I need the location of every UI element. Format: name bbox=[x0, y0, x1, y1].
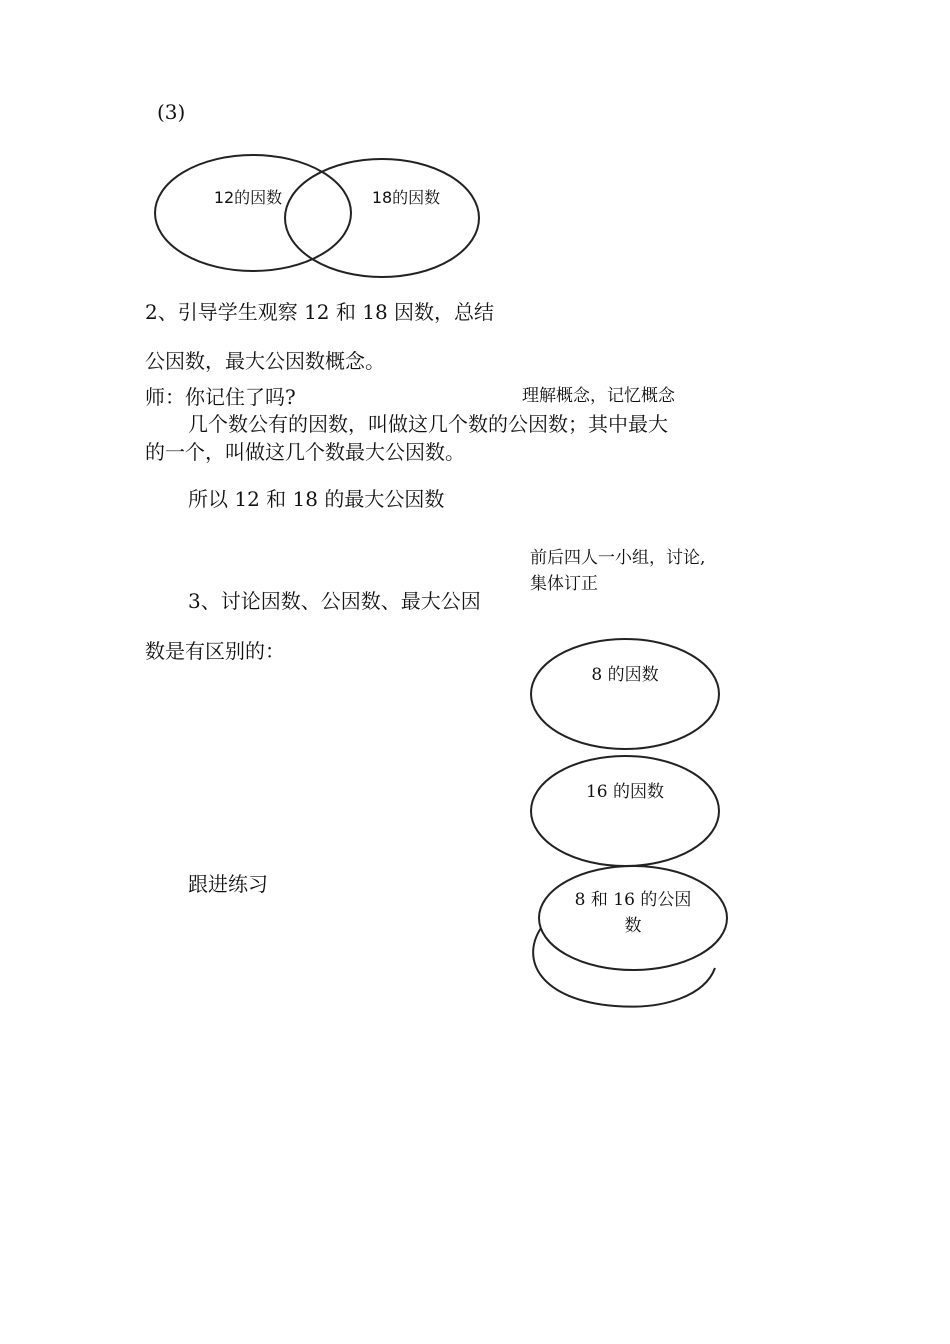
step2-line2: 公因数，最大公因数概念。 bbox=[145, 349, 385, 373]
side-note-group-line1: 前后四人一小组，讨论, bbox=[530, 548, 706, 568]
teacher-prompt: 师：你记住了吗? bbox=[145, 385, 296, 409]
definition-line1: 几个数公有的因数，叫做这几个数的公因数；其中最大 bbox=[188, 412, 668, 436]
venn-left-label: 12的因数 bbox=[213, 188, 283, 207]
step2-line1: 2、引导学生观察 12 和 18 因数，总结 bbox=[145, 300, 495, 324]
common-factors-label-line1: 8 和 16 的公因 bbox=[574, 890, 692, 910]
factors-8-label: 8 的因数 bbox=[591, 665, 659, 685]
step3-line1: 3、讨论因数、公因数、最大公因 bbox=[188, 589, 481, 613]
side-note-group-line2: 集体订正 bbox=[530, 574, 598, 594]
step3-line2: 数是有区别的： bbox=[145, 639, 285, 663]
factor-circles bbox=[531, 639, 727, 1007]
definition-line2: 的一个，叫做这几个数最大公因数。 bbox=[145, 440, 465, 464]
follow-up-practice: 跟进练习 bbox=[188, 872, 268, 896]
factors-16-label: 16 的因数 bbox=[585, 782, 665, 802]
venn-right-ellipse bbox=[285, 159, 479, 277]
factors-16-ellipse bbox=[531, 756, 719, 866]
venn-right-label: 18的因数 bbox=[371, 188, 441, 207]
item-number: (3) bbox=[157, 100, 186, 124]
side-note-understand: 理解概念，记忆概念 bbox=[522, 386, 675, 406]
conclusion-line: 所以 12 和 18 的最大公因数 bbox=[188, 487, 445, 511]
venn-diagram bbox=[155, 155, 479, 277]
factors-8-ellipse bbox=[531, 639, 719, 749]
common-factors-label-line2: 数 bbox=[624, 916, 642, 936]
